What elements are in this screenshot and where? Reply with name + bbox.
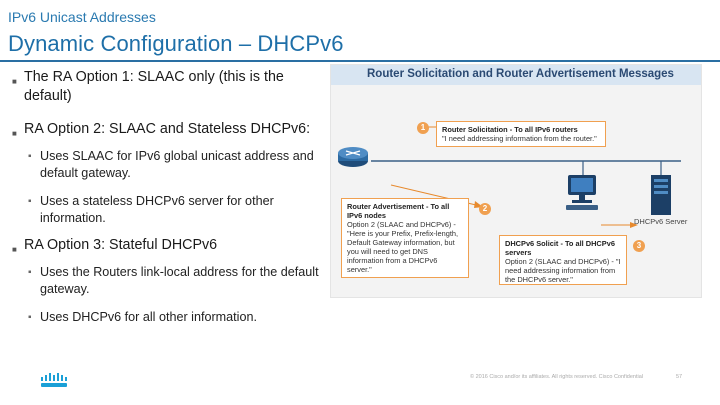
- step-3-badge: 3: [633, 240, 645, 252]
- figure-title: Router Solicitation and Router Advertisement Messages: [367, 68, 674, 80]
- bullet-text: Uses SLAAC for IPv6 global unicast address and default gateway.: [40, 149, 314, 180]
- step-2-badge: 2: [479, 203, 491, 215]
- slide-title: Dynamic Configuration – DHCPv6: [8, 31, 344, 56]
- bullet-option-3: [10, 236, 320, 255]
- pc-icon: [566, 173, 600, 213]
- callout-heading: DHCPv6 Solicit - To all DHCPv6 servers: [505, 239, 615, 257]
- callout-dhcpv6-solicit: [499, 235, 627, 285]
- bullet-option-1: [10, 68, 320, 106]
- sub-bullet: [10, 309, 320, 326]
- bullet-text: Uses a stateless DHCPv6 server for other information.: [40, 194, 274, 225]
- bullet-text: Uses DHCPv6 for all other information.: [40, 310, 257, 324]
- bullet-option-2: [10, 120, 320, 139]
- callout-router-advertisement: [341, 198, 469, 278]
- callout-body: "I need addressing information from the router.": [442, 134, 597, 143]
- dot-bullet-icon: ▪: [28, 151, 32, 162]
- title-rule: [0, 60, 720, 62]
- bullet-text: Uses the Routers link-local address for the default gateway.: [40, 265, 319, 296]
- sub-bullet: [10, 193, 320, 227]
- step-1-badge: 1: [417, 122, 429, 134]
- sub-bullet: [10, 148, 320, 182]
- rs-ra-diagram: [330, 64, 702, 298]
- dhcpv6-server-label: DHCPv6 Server: [634, 217, 688, 226]
- cisco-logo-icon: [40, 372, 68, 388]
- callout-router-solicitation: [436, 121, 606, 147]
- bullet-text: RA Option 3: Stateful DHCPv6: [24, 237, 218, 253]
- callout-body: Option 2 (SLAAC and DHCPv6) - "I need addressing information from the DHCPv6 server.": [505, 257, 621, 284]
- supertitle: IPv6 Unicast Addresses: [8, 9, 156, 25]
- bullet-text: The RA Option 1: SLAAC only (this is the default): [24, 69, 284, 104]
- callout-body: Option 2 (SLAAC and DHCPv6) - "Here is your Prefix, Prefix-length, Default Gateway information, but you will need to get DNS information from a DHCPv6 server.": [347, 220, 459, 274]
- square-bullet-icon: ■: [12, 77, 17, 86]
- server-icon: [649, 173, 675, 217]
- square-bullet-icon: ■: [12, 245, 17, 254]
- dot-bullet-icon: ▪: [28, 267, 32, 278]
- dot-bullet-icon: ▪: [28, 312, 32, 323]
- callout-heading: Router Advertisement - To all IPv6 nodes: [347, 202, 450, 220]
- copyright-footer: © 2016 Cisco and/or its affiliates. All rights reserved. Cisco Confidential: [470, 374, 644, 380]
- page-number: 57: [676, 374, 683, 380]
- dot-bullet-icon: ▪: [28, 196, 32, 207]
- sub-bullet: [10, 264, 320, 298]
- square-bullet-icon: ■: [12, 129, 17, 138]
- bullet-text: RA Option 2: SLAAC and Stateless DHCPv6:: [24, 121, 311, 137]
- bullet-list: [10, 68, 320, 326]
- router-icon: [336, 145, 370, 169]
- callout-heading: Router Solicitation - To all IPv6 routers: [442, 125, 578, 134]
